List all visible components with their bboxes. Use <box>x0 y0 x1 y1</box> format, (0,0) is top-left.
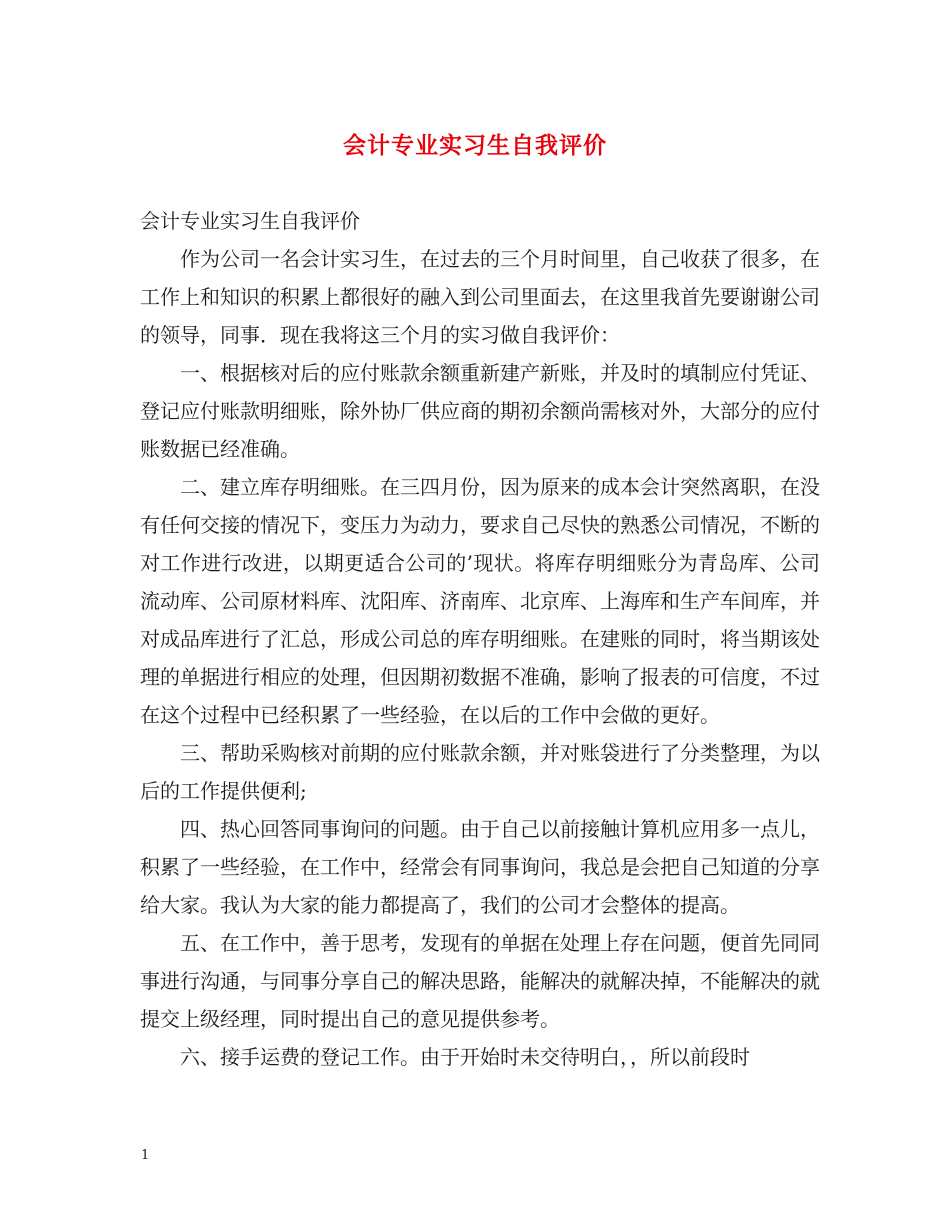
paragraph-intro: 作为公司一名会计实习生，在过去的三个月时间里，自己收获了很多，在工作上和知识的积累上都很好的融入到公司里面去，在这里我首先要谢谢公司的领导，同事．现在我将这三个月的实习做自我评价： <box>140 247 820 347</box>
paragraph-item-3: 三、帮助采购核对前期的应付账款余额，并对账袋进行了分类整理，为以后的工作提供便利; <box>140 741 820 803</box>
paragraph-item-2: 二、建立库存明细账。在三四月份，因为原来的成本会计突然离职，在没有任何交接的情况下，变压力为动力，要求自己尽快的熟悉公司情况，不断的对工作进行改进，以期更适合公司的’现状。将库存明细账分为青岛库、公司流动库、公司原材料库、沈阳库、济南库、北京库、上海库和生产车间库，并对成品库进行了汇总，形成公司总的库存明细账。在建账的同时，将当期该处理的单据进行相应的处理，但因期初数据不准确，影响了报表的可信度，不过在这个过程中已经积累了一些经验，在以后的工作中会做的更好。 <box>140 475 820 727</box>
document-title: 会计专业实习生自我评价 <box>343 132 607 159</box>
document-subtitle: 会计专业实习生自我评价 <box>140 209 360 233</box>
paragraph-item-1: 一、根据核对后的应付账款余额重新建产新账，并及时的填制应付凭证、登记应付账款明细账，除外协厂供应商的期初余额尚需核对外，大部分的应付账数据已经准确。 <box>140 361 820 461</box>
paragraph-item-4: 四、热心回答同事询问的问题。由于自己以前接触计算机应用多一点儿，积累了一些经验，在工作中，经常会有同事询问，我总是会把自己知道的分享给大家。我认为大家的能力都提高了，我们的公司才会整体的提高。 <box>140 817 820 917</box>
page-number: 1 <box>141 1148 150 1163</box>
paragraph-item-5: 五、在工作中，善于思考，发现有的单据在处理上存在问题，便首先同同事进行沟通，与同事分享自己的解决思路，能解决的就解决掉，不能解决的就提交上级经理，同时提出自己的意见提供参考。 <box>140 931 820 1031</box>
paragraph-item-6: 六、接手运费的登记工作。由于开始时未交待明白，，所以前段时 <box>180 1045 750 1069</box>
document-body <box>140 202 820 1076</box>
